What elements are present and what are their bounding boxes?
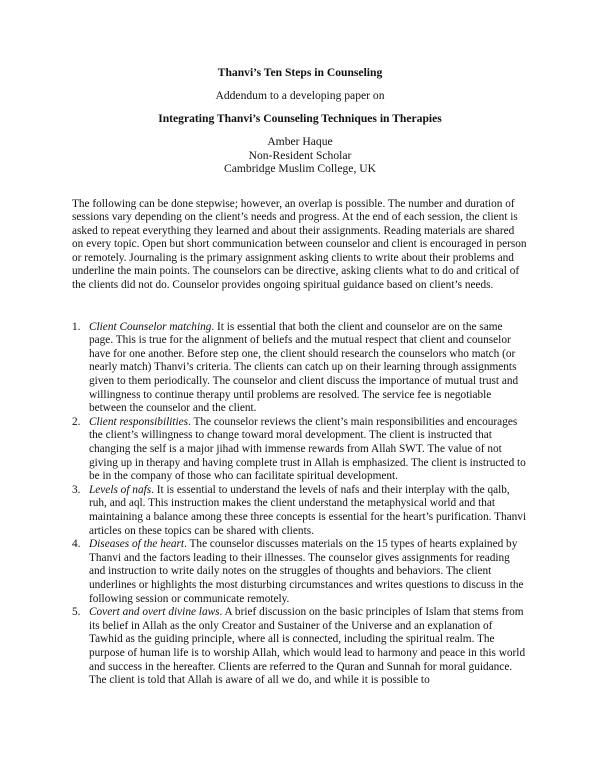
step-heading: Levels of nafs: [89, 483, 152, 496]
step-number: 2.: [72, 415, 81, 428]
steps-list: [72, 321, 528, 688]
document-subtitle: Addendum to a developing paper on: [215, 89, 385, 102]
intro-paragraph: The following can be done stepwise; however, an overlap is possible. The number and duration of sessions vary depending on the client’s needs and progress. At the end of each session, the client is asked to repeat everything they learned and about their assignments. Reading materials are shared on every topic. Open but short communication between counselor and client is encouraged in person or remotely. Journaling is the primary assignment asking clients to write about their problems and underline the main points. The counselors can be directive, asking clients what to do and critical of the clients did not do. Counselor provides ongoing spiritual guidance based on client’s needs.: [72, 197, 527, 292]
paper-title: Integrating Thanvi’s Counseling Techniques in Therapies: [158, 112, 442, 125]
step-text: . It is essential to understand the levels of nafs and their interplay with the qalb, ruh, and aql. This instruction makes the client understand the metaphysical world and that maintaining a balance among these three concepts is essential for the heart’s purification. Thanvi articles on these topics can be shared with clients.: [89, 483, 527, 537]
step-heading: Covert and overt divine laws: [89, 606, 220, 619]
step-number: 5.: [72, 606, 81, 619]
step-number: 3.: [72, 483, 81, 496]
list-item: [72, 416, 528, 484]
step-text: . The counselor reviews the client’s main responsibilities and encourages the client’s willingness to change toward moral development. The client is instructed that changing the self is a major jihad with immense rewards from Allah SWT. The value of not giving up in therapy and having complete trust in Allah is emphasized. The client is instructed to be in the company of those who can facilitate spiritual development.: [89, 415, 526, 483]
list-item: [72, 484, 528, 538]
list-item: [72, 321, 528, 416]
step-text: . A brief discussion on the basic principles of Islam that stems from its belief in Allah as the only Creator and Sustainer of the Universe and an explanation of Tawhid as the guiding principle, where all is connected, including the spiritual realm. The purpose of human life is to worship Allah, which would lead to harmony and peace in this world and success in the hereafter. Clients are referred to the Quran and Sunnah for moral guidance. The client is told that Allah is aware of all we do, and while it is possible to: [89, 606, 526, 687]
step-number: 1.: [72, 320, 81, 333]
step-text: . The counselor discusses materials on the 15 types of hearts explained by Thanvi and the factors leading to their illnesses. The counselor gives assignments for reading and instruction to write daily notes on the struggles of thoughts and behaviors. The client underlines or highlights the most disturbing circumstances and writes questions to discuss in the following session or communicate remotely.: [89, 538, 524, 605]
author-affiliation: Cambridge Muslim College, UK: [224, 162, 376, 175]
author-block: [72, 135, 528, 176]
document-title: Thanvi’s Ten Steps in Counseling: [217, 66, 383, 79]
step-heading: Client Counselor matching: [89, 320, 212, 333]
list-item: [72, 538, 528, 606]
step-number: 4.: [72, 538, 81, 551]
step-heading: Client responsibilities: [89, 415, 189, 428]
list-item: [72, 606, 528, 688]
step-heading: Diseases of the heart: [89, 538, 185, 551]
step-text: . It is essential that both the client and counselor are on the same page. This is true for the alignment of beliefs and the mutual respect that client and counselor have for one another. Before step one, the client should research the counselors who match (or nearly match) Thanvi’s criteria. The clients can catch up on their learning through assignments given to them periodically. The counselor and client discuss the importance of mutual trust and willingness to continue therapy until problems are resolved. The service fee is negotiable between the counselor and the client.: [89, 320, 519, 415]
author-name: Amber Haque: [267, 135, 333, 148]
author-role: Non-Resident Scholar: [248, 148, 352, 162]
